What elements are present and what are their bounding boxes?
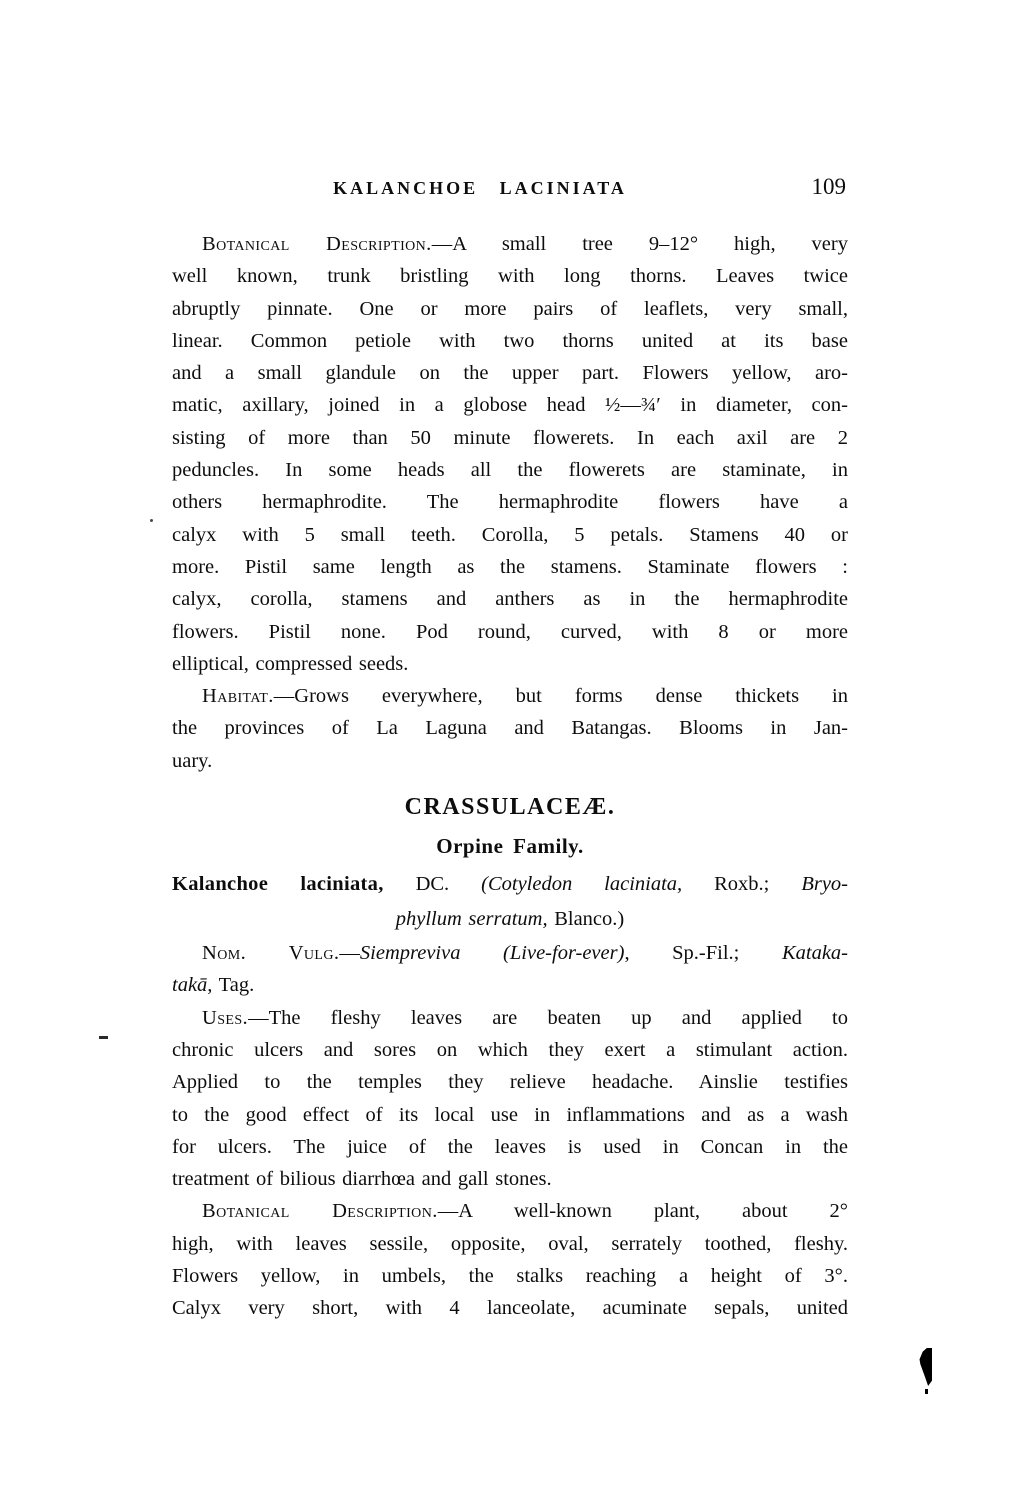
margin-dash-mark [99,1036,108,1039]
text-line: treatment of bilious diarrhœa and gall stones. [172,1168,552,1191]
uses-paragraph [172,1002,848,1196]
text-line: flowers. Pistil none. Pod round, curved, with 8 or more [172,620,848,643]
text-line: Botanical Description.—A well-known plant, about 2° [202,1200,848,1223]
text-line: Botanical Description.—A small tree 9–12° high, very [202,233,848,255]
text-line: Uses.—The fleshy leaves are beaten up and applied to [202,1006,848,1029]
text-line: Nom. Vulg.—Siempreviva (Live-for-ever), Sp.-Fil.; Kataka- [202,942,848,965]
text-line: to the good effect of its local use in inflammations and as a wash [172,1103,848,1126]
text-line: Calyx very short, with 4 lanceolate, acuminate sepals, united [172,1297,848,1320]
page-number: 109 [811,174,846,199]
text-line: more. Pistil same length as the stamens. Staminate flowers : [172,555,848,578]
text-line: Flowers yellow, in umbels, the stalks reaching a height of 3°. [172,1265,848,1288]
ink-dot-mark [925,1389,928,1394]
nom-vulg-paragraph [172,937,848,1002]
margin-dot-mark [150,519,153,522]
text-line: phyllum serratum, Blanco.) [395,908,625,931]
family-common-name: Orpine Family. [436,834,584,859]
text-line: calyx, corolla, stamens and anthers as in the hermaphrodite [172,588,848,611]
running-title: KALANCHOE LACINIATA [333,178,627,198]
text-line: the provinces of La Laguna and Batangas. Blooms in Jan- [172,717,848,740]
text-line: abruptly pinnate. One or more pairs of leaflets, very small, [172,297,848,320]
habitat-paragraph [172,680,848,777]
text-line: chronic ulcers and sores on which they exert a stimulant action. [172,1038,848,1061]
text-line: sisting of more than 50 minute flowerets. In each axil are 2 [172,426,848,449]
text-line: takā, Tag. [172,974,255,997]
botanical-description-paragraph-2 [172,1195,848,1324]
text-line: linear. Common petiole with two thorns united at its base [172,329,848,352]
text-line: calyx with 5 small teeth. Corolla, 5 petals. Stamens 40 or [172,523,848,546]
botanical-description-paragraph-1 [172,228,848,680]
text-column [172,174,848,1325]
text-line: Applied to the temples they relieve headache. Ainslie testifies [172,1071,848,1094]
ink-blot-mark [919,1348,932,1386]
text-line: high, with leaves sessile, opposite, oval, serrately toothed, fleshy. [172,1232,848,1255]
text-line: elliptical, compressed seeds. [172,652,409,675]
text-line: well known, trunk bristling with long thorns. Leaves twice [172,265,848,288]
text-line: and a small glandule on the upper part. Flowers yellow, aro- [172,362,848,385]
text-line: for ulcers. The juice of the leaves is used in Concan in the [172,1135,848,1158]
text-line: Habitat.—Grows everywhere, but forms dense thickets in [202,685,848,708]
page-body [172,228,848,1325]
text-line: Kalanchoe laciniata, DC. (Cotyledon laciniata, Roxb.; Bryo- [172,873,848,896]
family-heading: CRASSULACEÆ. [404,794,616,821]
species-entry [172,867,848,937]
running-header [172,174,848,204]
text-line: matic, axillary, joined in a globose head ½—¾′ in diameter, con- [172,394,848,417]
text-line: peduncles. In some heads all the flowerets are staminate, in [172,459,848,482]
text-line: others hermaphrodite. The hermaphrodite flowers have a [172,491,848,514]
text-line: uary. [172,749,213,772]
